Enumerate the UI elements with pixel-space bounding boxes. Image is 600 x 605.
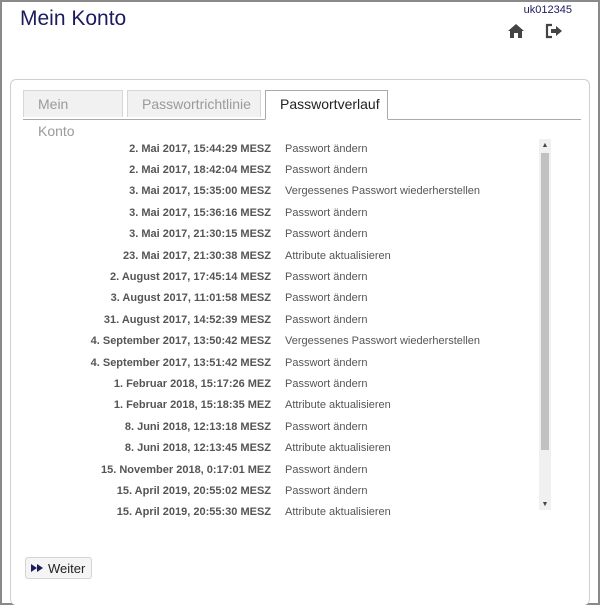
- history-date: 15. November 2018, 0:17:01 MEZ: [101, 463, 271, 476]
- history-row: [23, 159, 553, 180]
- history-date: 3. August 2017, 11:01:58 MESZ: [110, 292, 271, 305]
- history-date: 1. Februar 2018, 15:17:26 MEZ: [113, 377, 271, 390]
- history-date: 1. Februar 2018, 15:18:35 MEZ: [113, 399, 271, 412]
- history-date: 2. August 2017, 17:45:14 MESZ: [110, 271, 271, 284]
- history-row: [23, 181, 553, 202]
- history-date: 3. Mai 2017, 15:35:00 MESZ: [129, 185, 271, 198]
- tab-passwortrichtlinie[interactable]: Passwortrichtlinie: [127, 90, 261, 117]
- history-row: [23, 416, 553, 437]
- history-date: 23. Mai 2017, 21:30:38 MESZ: [123, 249, 271, 262]
- tab-mein-konto[interactable]: Mein Konto: [23, 90, 123, 117]
- history-row: [23, 331, 553, 352]
- history-action: Vergessenes Passwort wiederherstellen: [285, 185, 481, 198]
- history-date: 8. Juni 2018, 12:13:45 MESZ: [124, 442, 271, 455]
- history-action: Passwort ändern: [285, 356, 368, 369]
- history-date: 4. September 2017, 13:50:42 MESZ: [90, 335, 271, 348]
- history-action: Attribute aktualisieren: [285, 249, 391, 262]
- page-title: Mein Konto: [20, 7, 127, 30]
- scroll-up-arrow-icon[interactable]: ▲: [541, 141, 549, 149]
- password-history-list: [23, 138, 553, 519]
- history-action: Passwort ändern: [285, 142, 368, 155]
- sign-out-icon[interactable]: [542, 20, 566, 42]
- history-action: Passwort ändern: [285, 484, 368, 497]
- history-row: [23, 352, 553, 373]
- history-action: Passwort ändern: [285, 420, 368, 433]
- history-date: 31. August 2017, 14:52:39 MESZ: [103, 313, 271, 326]
- history-action: Passwort ändern: [285, 228, 368, 241]
- history-row: [23, 502, 553, 523]
- history-scrollbar[interactable]: [539, 139, 551, 510]
- tab-passwortverlauf[interactable]: Passwortverlauf: [265, 90, 388, 120]
- history-row: [23, 459, 553, 480]
- account-panel: [10, 79, 590, 605]
- history-row: [23, 309, 553, 330]
- history-action: Passwort ändern: [285, 271, 368, 284]
- history-action: Passwort ändern: [285, 206, 368, 219]
- username-label: uk012345: [523, 4, 572, 16]
- tab-bar: [23, 90, 581, 139]
- history-action: Passwort ändern: [285, 377, 368, 390]
- history-row: [23, 373, 553, 394]
- history-date: 3. Mai 2017, 15:36:16 MESZ: [129, 206, 271, 219]
- home-icon[interactable]: [504, 20, 528, 42]
- history-action: Passwort ändern: [285, 292, 368, 305]
- history-action: Passwort ändern: [285, 313, 368, 326]
- history-action: Attribute aktualisieren: [285, 442, 391, 455]
- weiter-button[interactable]: [25, 557, 92, 579]
- history-action: Attribute aktualisieren: [285, 399, 391, 412]
- scrollbar-thumb[interactable]: [541, 153, 549, 450]
- history-date: 15. April 2019, 20:55:02 MESZ: [116, 484, 271, 497]
- history-date: 15. April 2019, 20:55:30 MESZ: [116, 506, 271, 519]
- weiter-button-label: Weiter: [48, 560, 86, 576]
- history-row: [23, 245, 553, 266]
- history-action: Vergessenes Passwort wiederherstellen: [285, 335, 481, 348]
- history-action: Attribute aktualisieren: [285, 506, 391, 519]
- history-action: Passwort ändern: [285, 463, 368, 476]
- history-row: [23, 480, 553, 501]
- history-date: 2. Mai 2017, 15:44:29 MESZ: [129, 142, 271, 155]
- history-row: [23, 266, 553, 287]
- history-action: Passwort ändern: [285, 164, 368, 177]
- history-date: 3. Mai 2017, 21:30:15 MESZ: [129, 228, 271, 241]
- history-row: [23, 224, 553, 245]
- history-row: [23, 288, 553, 309]
- history-date: 4. September 2017, 13:51:42 MESZ: [90, 356, 271, 369]
- history-row: [23, 202, 553, 223]
- history-row: [23, 437, 553, 458]
- history-row: [23, 138, 553, 159]
- history-row: [23, 395, 553, 416]
- history-date: 2. Mai 2017, 18:42:04 MESZ: [129, 164, 271, 177]
- fast-forward-icon: [30, 561, 44, 576]
- history-date: 8. Juni 2018, 12:13:18 MESZ: [124, 420, 271, 433]
- scroll-down-arrow-icon[interactable]: ▼: [541, 500, 549, 508]
